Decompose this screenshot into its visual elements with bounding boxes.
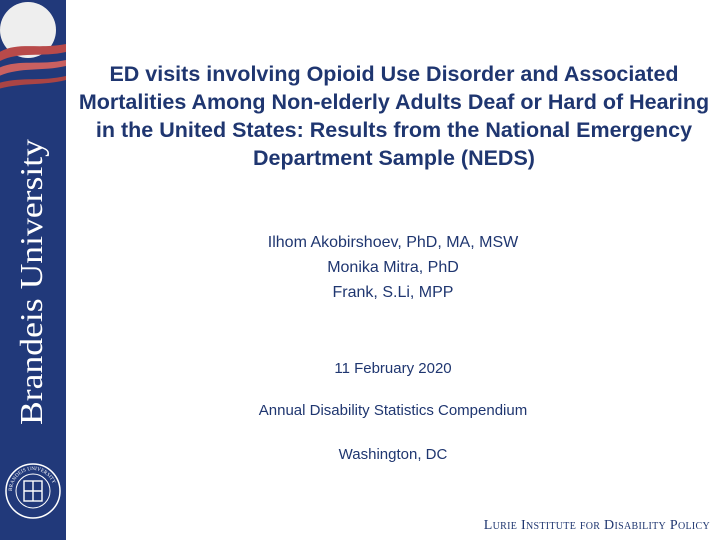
brand-logo-art xyxy=(0,0,66,100)
university-wordmark xyxy=(10,135,54,425)
author-line-1: Ilhom Akobirshoev, PhD, MA, MSW xyxy=(267,234,519,251)
seal-text: BRANDEIS UNIVERSITY xyxy=(7,465,57,492)
event-location: Washington, DC xyxy=(338,446,448,463)
institute-name xyxy=(484,518,710,534)
author-line-3: Frank, S.Li, MPP xyxy=(332,284,454,301)
institute-name-text: Lurie Institute for Disability Policy xyxy=(483,518,710,533)
university-seal-icon xyxy=(5,463,61,519)
university-wordmark-text: Brandeis University xyxy=(13,168,49,425)
author-line-2: Monika Mitra, PhD xyxy=(327,259,459,276)
slide-title: ED visits involving Opioid Use Disorder and Associated Mortalities Among Non-elderly Adults Deaf or Hard of Hearing in the United States: Results from the National Emergency Department Sample (NEDS) xyxy=(78,62,710,170)
brand-sidebar xyxy=(0,0,66,540)
presentation-date: 11 February 2020 xyxy=(334,360,452,377)
event-name: Annual Disability Statistics Compendium xyxy=(258,402,528,419)
